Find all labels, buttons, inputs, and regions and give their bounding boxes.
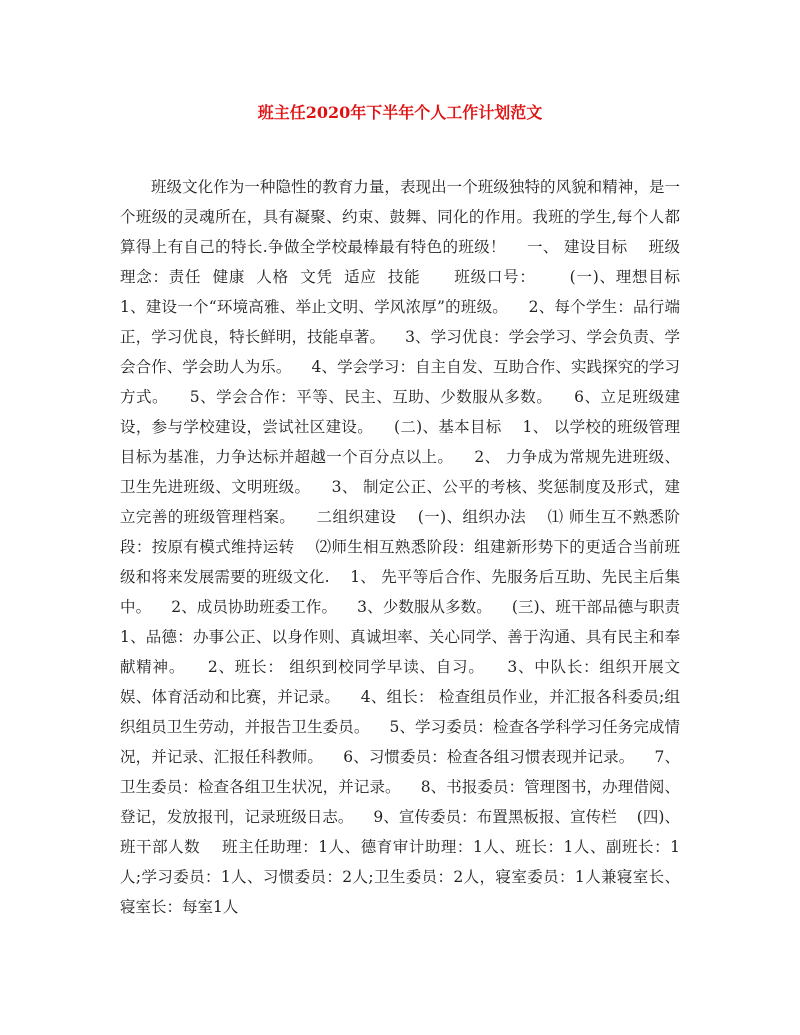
document-body-paragraph: 班级文化作为一种隐性的教育力量，表现出一个班级独特的风貌和精神，是一个班级的灵魂所在，具有凝聚、约束、鼓舞、同化的作用。我班的学生,每个人都算得上有自己的特长.争做全学校最棒最有特色的班级！ 一、 建设目标 班级理念：责任 健康 人格 文凭 适应 技能 班级口号： (一)、理想目标 1、建设一个“环境高雅、举止文明、学风浓厚”的班级。 2、每个学生：品行端正，学习优良，特长鲜明，技能卓著。 3、学习优良：学会学习、学会负责、学会合作、学会助人为乐。 4、学会学习：自主自发、互助合作、实践探究的学习方式。 5、学会合作：平等、民主、互助、少数服从多数。 6、立足班级建设，参与学校建设，尝试社区建设。 (二)、基本目标 1、 以学校的班级管理目标为基准，力争达标并超越一个百分点以上。 2、 力争成为常规先进班级、卫生先进班级、文明班级。 3、 制定公正、公平的考核、奖惩制度及形式，建立完善的班级管理档案。 二组织建设 (一)、组织办法 ⑴ 师生互不熟悉阶段：按原有模式维持运转 ⑵师生相互熟悉阶段：组建新形势下的更适合当前班级和将来发展需要的班级文化. 1、 先平等后合作、先服务后互助、先民主后集中。 2、成员协助班委工作。 3、少数服从多数。 (三)、班干部品德与职责 1、品德：办事公正、以身作则、真诚坦率、关心同学、善于沟通、具有民主和奉献精神。 2、班长： 组织到校同学早读、自习。 3、中队长：组织开展文娱、体育活动和比赛，并记录。 4、组长： 检查组员作业，并汇报各科委员;组织组员卫生劳动，并报告卫生委员。 5、学习委员：检查各学科学习任务完成情况，并记录、汇报任科教师。 6、习惯委员：检查各组习惯表现并记录。 7、卫生委员：检查各组卫生状况，并记录。 8、书报委员：管理图书，办理借阅、登记，发放报刊，记录班级日志。 9、宣传委员：布置黑板报、宣传栏 (四)、班干部人数 班主任助理：1人、德育审计助理：1人、班长：1人、副班长：1人;学习委员：1人、习惯委员：2人;卫生委员：2人，寝室委员：1人兼寝室长、寝室长：每室1人 bbox=[120, 178, 700, 916]
document-title: 班主任2020年下半年个人工作计划范文 bbox=[257, 103, 543, 122]
